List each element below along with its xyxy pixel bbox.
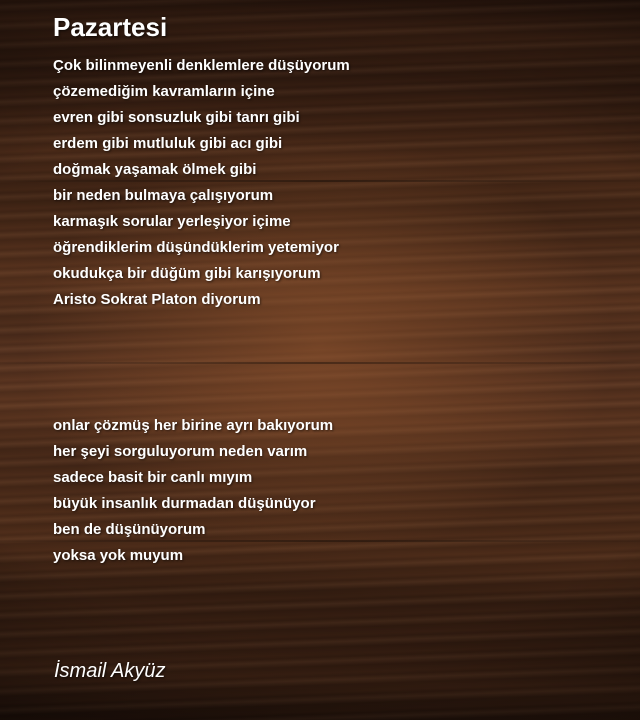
poem-line: doğmak yaşamak ölmek gibi <box>53 161 257 178</box>
poem-line: öğrendiklerim düşündüklerim yetemiyor <box>53 239 339 256</box>
poem-line: her şeyi sorguluyorum neden varım <box>53 443 308 460</box>
poem-title: Pazartesi <box>53 12 168 42</box>
poem-line: yoksa yok muyum <box>53 547 184 564</box>
poem-line: büyük insanlık durmadan düşünüyor <box>53 495 316 512</box>
poem-line: erdem gibi mutluluk gibi acı gibi <box>53 135 283 152</box>
poem-line: sadece basit bir canlı mıyım <box>53 469 253 486</box>
poem-line: karmaşık sorular yerleşiyor içime <box>53 213 291 230</box>
poem-line: ben de düşünüyorum <box>53 521 206 538</box>
stanza-1 <box>53 53 350 313</box>
poem-line: okudukça bir düğüm gibi karışıyorum <box>53 265 321 282</box>
poem-line: bir neden bulmaya çalışıyorum <box>53 187 274 204</box>
wood-plank-seam <box>0 362 640 364</box>
poem-line: Aristo Sokrat Platon diyorum <box>53 291 261 308</box>
poem-line: evren gibi sonsuzluk gibi tanrı gibi <box>53 109 300 126</box>
poem-author: İsmail Akyüz <box>54 660 166 682</box>
poem-line: Çok bilinmeyenli denklemlere düşüyorum <box>53 57 350 74</box>
poem-line: onlar çözmüş her birine ayrı bakıyorum <box>53 417 334 434</box>
poem-line: çözemediğim kavramların içine <box>53 83 275 100</box>
stanza-2 <box>53 413 333 569</box>
